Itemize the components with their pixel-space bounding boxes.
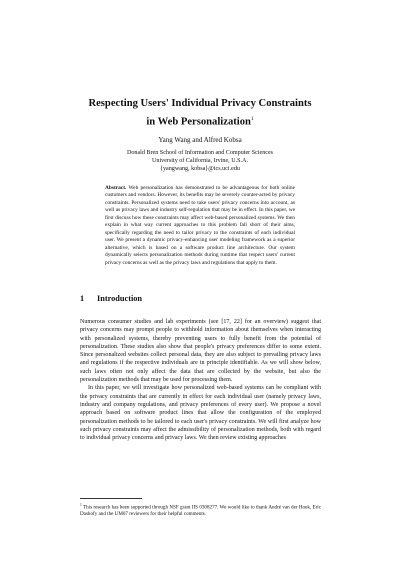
section-body	[80, 318, 321, 442]
affiliation-email: {yangwang, kobsa}@ics.uci.edu	[160, 166, 240, 173]
section-number: 1	[80, 294, 85, 303]
affiliation-line-1: Donald Bren School of Information and Computer Sciences	[126, 150, 274, 156]
title-line-1: Respecting Users' Individual Privacy Constraints	[88, 98, 312, 109]
paragraph-2: In this paper, we will investigate how personalized web-based systems can be compliant with the privacy constraints that are currently in effect for each individual user (namely privacy laws, industry and company regulations, and privacy preferences of every user). We propose a novel approach based on software product lines that allow the configuration of the employed personalization methods to be tailored to each user's privacy constraints. We will first analyze how such privacy constraints may affect the admissibility of personalization methods, both with regard to individual privacy concerns and privacy laws. We then review existing approaches	[80, 385, 321, 442]
footnote-text: This research has been supported through NSF grant IIS 0308277. We would like to thank André van der Hoek, Eric Dashofy and the UM07 reviewers for their helpful comments.	[80, 504, 321, 518]
abstract-text: Web personalization has demonstrated to be advantageous for both online customers and vendors. However, its benefits may be severely counter-acted by privacy constraints. Personalized systems need to take users' privacy concerns into account, as well as privacy laws and industry self-regulation that may be in effect. In this paper, we first discuss how these constraints may affect web-based personalized systems. We then explain in what way current approaches to this problem fall short of their aims, specifically regarding the need to tailor privacy to the constraints of each individual user. We present a dynamic privacy-enhancing user modeling framework as a superior alternative, which is based on a software product line architecture. Our system dynamically selects personalization methods during runtime that respect users' current privacy concerns as well as the privacy laws and regulations that apply to them.	[105, 185, 295, 266]
title-footnote-mark: 1	[250, 115, 254, 122]
paragraph-1: Numerous consumer studies and lab experiments (see [17, 22] for an overview) suggest that privacy concerns may prompt people to withhold information about themselves when interacting with personalized systems, thereby preventing users to fully benefit from the potential of personalization. These studies also show that people's privacy preferences differ to some extent. Since personalized websites collect personal data, they are also subject to prevailing privacy laws and regulations if the respective individuals are in principle identifiable. As we will show below, such laws often not only affect the data that are collected by the website, but also the personalization methods that may be used for processing them.	[80, 319, 321, 384]
section-heading	[80, 294, 320, 304]
footnote	[80, 502, 321, 518]
abstract-label: Abstract.	[105, 185, 127, 191]
affiliation-line-2: University of California, Irvine, U.S.A.	[152, 158, 248, 165]
footnote-divider	[80, 498, 142, 499]
section-title: Introduction	[97, 294, 143, 303]
authors: Yang Wang and Alfred Kobsa	[158, 136, 242, 144]
affiliation	[60, 149, 340, 173]
paper-title	[60, 97, 340, 130]
abstract	[105, 185, 295, 267]
title-line-2: in Web Personalization	[146, 116, 251, 128]
footnote-mark: 1	[80, 503, 82, 507]
